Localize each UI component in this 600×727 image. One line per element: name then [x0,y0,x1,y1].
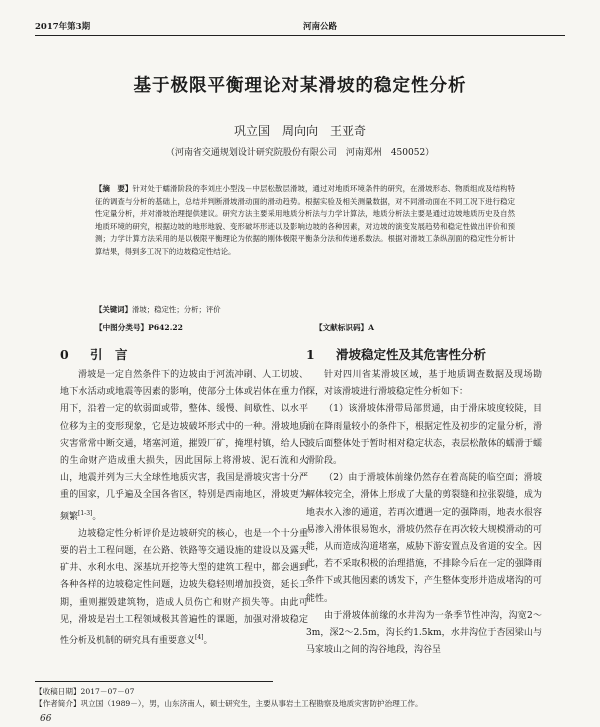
abstract-label: 【摘 要】 [95,184,133,193]
keywords [95,304,515,315]
received-date: 【收稿日期】2017－07－07 [35,687,135,696]
journal-name: 河南公路 [303,22,338,32]
section-0-number: 0 [60,347,69,362]
citation-2: [4] [195,634,204,642]
authors: 巩立国 周向向 王亚奇 [233,124,366,138]
abstract-text: 针对处于蠕滑阶段的李刘庄小型浅－中层松散层滑坡，通过对地质环境条件的研究，在滑坡形态、物质组成及结构特征的调查与分析的基础上，总结并判断滑坡滑动面的滑动趋势。根据实验及相关测量数据，对不同滑动面在不同工况下进行稳定性定量分析，并对滑坡治理提供建议。研究方法主要采用地质分析法与力学计算法，地质分析法主要是通过边坡地质历史及自然地质环境的研究，根据边坡的地形地貌、变形破坏形迹以及影响边坡的各种因素，对边坡的演变发展趋势和稳定性做出评价和预测；力学计算方法采用的是以极限平衡理论为依据的刚体极限平衡条分法和传递系数法。根据对滑坡工条纵剖面的稳定性分析计算结果，得到多工况下的边坡稳定性结论。 [95,184,515,256]
section-1-paragraph-3: （2）由于滑坡体前缘仍然存在着高陡的临空面；滑坡解体较完全，滑体上形成了大量的剪裂缝和拉张裂缝，成为地表水入渗的通道，若再次遭遇一定的强降雨，地表水很容易渗入滑体很易饱水，滑坡仍然存在再次较大规模滑动的可能，从而造成沟道堵塞，威胁下游安置点及省道的安全。因此，若不采取积极的治理措施，不排除今后在一定的强降雨条件下或其他因素的诱发下，产生整体变形并造成堵沟的可能性。 [306,473,542,604]
left-column [60,367,308,650]
section-1-title: 滑坡稳定性及其危害性分析 [336,347,487,362]
section-1-paragraph-4: 由于滑坡体前缘的水井沟为一条季节性冲沟，沟宽2～3m，深2～2.5m，沟长约1.5km，水井沟位于杏园梁山与马家坡山之间的沟谷地段，沟谷呈 [306,610,542,656]
page-number: 66 [40,714,52,724]
right-column [306,367,542,659]
section-1-number: 1 [306,347,315,362]
section-0-heading [60,345,128,363]
intro-paragraph-1: 滑坡是一定自然条件下的边坡由于河流冲刷、人工切坡、地下水活动或地震等因素的影响，使部分土体或岩体在重力作用下，沿着一定的软弱面或带，整体、缓慢、间歇性、以水平位移为主的变形现象，它是边坡破坏形式中的一种。滑坡地质灾害常常中断交通，堵塞河道，摧毁厂矿，掩埋村镇，给人民的生命财产造成重大损失，因此国际上将滑坡、泥石流和火山，地震并列为三大全球性地质灾害，我国是滑坡灾害十分严重的国家，几乎遍及全国各省区，特别是西南地区，滑坡更为频繁[1-3]。 [60,370,308,522]
header-rule [35,35,565,36]
clc-number: 【中图分类号】P642.22 [95,323,183,332]
section-0-title: 引 言 [90,347,128,362]
keywords-text: 滑坡；稳定性；分析；评价 [131,305,221,314]
author-bio: 【作者简介】巩立国（1989－），男，山东济南人，硕士研究生，主要从事岩土工程勘察及地质灾害防护治理工作。 [35,699,423,708]
section-1-paragraph-2: （1）该滑坡体滑带局部贯通，由于滑床坡度较陡，目前在降雨量较小的条件下，根据定性及初步的定量分析，滑坡后面整体处于暂时相对稳定状态，表层松散体的蠕滑于蠕滑阶段。 [306,404,542,467]
issue-label: 2017年第3期 [35,22,91,32]
abstract [95,183,515,259]
section-1-paragraph-1: 针对四川省某滑坡区域，基于地质调查数据及现场勘探，对该滑坡进行滑坡稳定性分析如下： [306,370,542,398]
section-1-heading [306,345,486,363]
paper-title: 基于极限平衡理论对某滑坡的稳定性分析 [133,76,467,96]
footnote-rule [35,681,273,682]
document-code: 【文献标识码】A [315,323,375,332]
intro-paragraph-2: 边坡稳定性分析评价是边坡研究的核心，也是一个十分重要的岩土工程问题，在公路、铁路等交通设施的建设以及露天矿井、水利水电、深基坑开挖等大型的建筑工程中，都会遇到各种各样的边坡稳定性问题，边坡失稳轻则增加投资，延长工期，重则摧毁建筑物，造成人员伤亡和财产损失等。由此可见，滑坡是岩土工程领域极其普遍性的课题，加强对滑坡稳定性分析及机制的研究具有重要意义[4]。 [60,528,308,647]
keywords-label: 【关键词】 [95,305,132,314]
running-header [35,20,565,34]
affiliation: （河南省交通规划设计研究院股份有限公司 河南郑州 450052） [165,148,435,158]
citation-1: [1-3] [78,509,93,517]
